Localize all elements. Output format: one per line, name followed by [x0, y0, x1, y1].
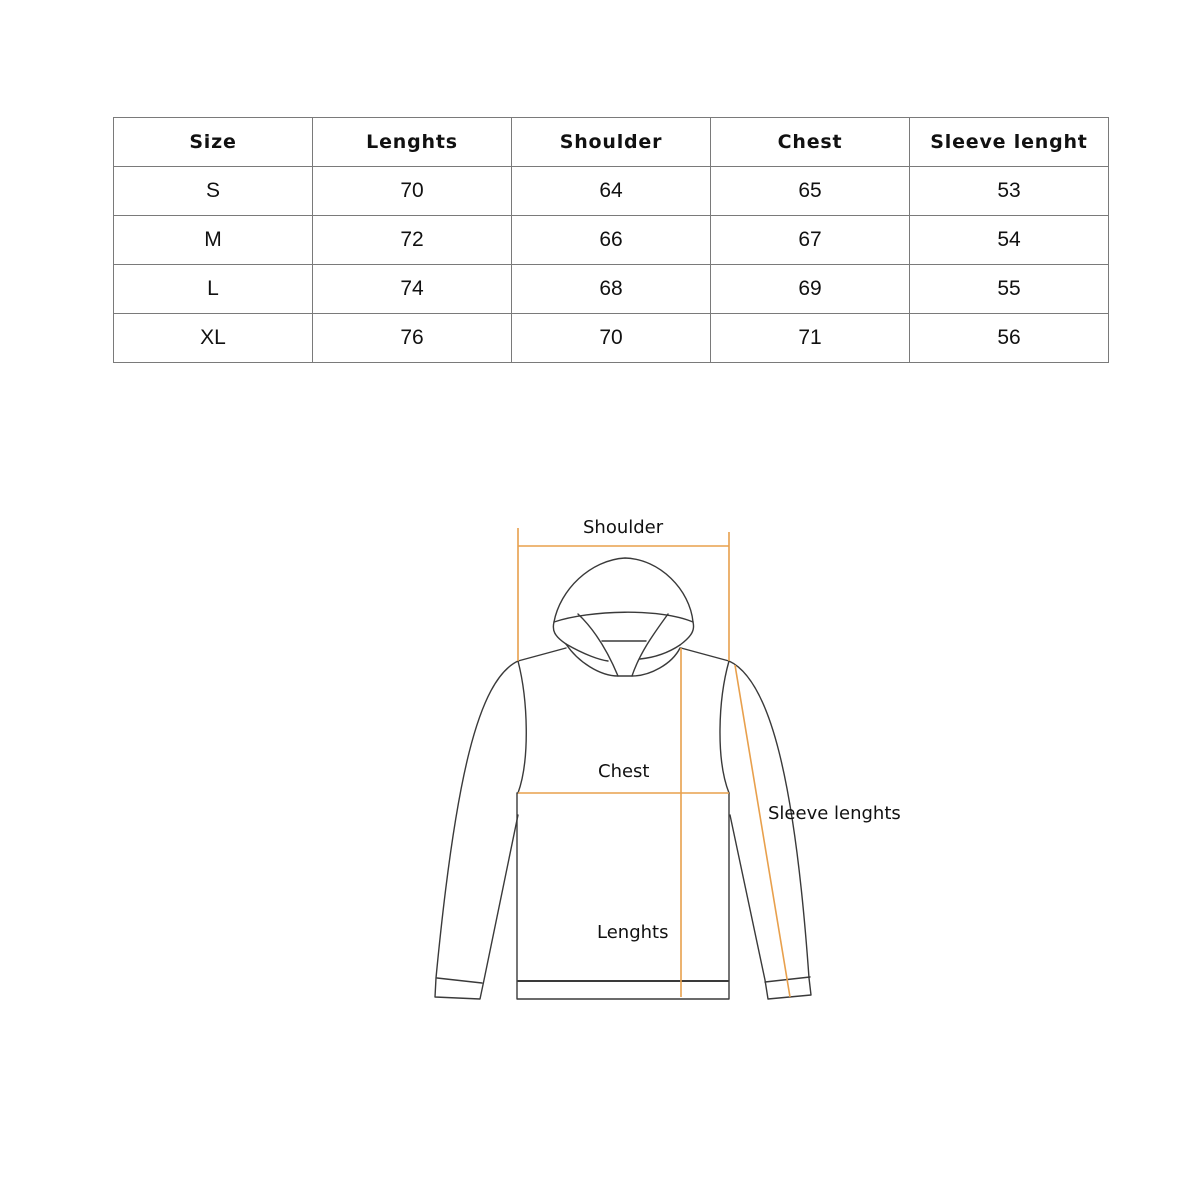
cell-size: S	[114, 167, 313, 216]
cell-chest: 71	[711, 314, 910, 363]
length-label: Lenghts	[597, 922, 669, 943]
header-chest: Chest	[711, 118, 910, 167]
header-size: Size	[114, 118, 313, 167]
cell-sleeve-length: 55	[910, 265, 1109, 314]
header-sleeve-length: Sleeve lenght	[910, 118, 1109, 167]
shoulder-label: Shoulder	[583, 517, 664, 538]
cell-chest: 65	[711, 167, 910, 216]
cell-chest: 69	[711, 265, 910, 314]
cell-sleeve-length: 53	[910, 167, 1109, 216]
cell-sleeve-length: 54	[910, 216, 1109, 265]
chest-label: Chest	[598, 761, 650, 782]
cell-lengths: 70	[313, 167, 512, 216]
cell-size: XL	[114, 314, 313, 363]
cell-chest: 67	[711, 216, 910, 265]
cell-shoulder: 68	[512, 265, 711, 314]
cell-lengths: 72	[313, 216, 512, 265]
cell-size: L	[114, 265, 313, 314]
cell-shoulder: 64	[512, 167, 711, 216]
cell-size: M	[114, 216, 313, 265]
cell-sleeve-length: 56	[910, 314, 1109, 363]
header-lengths: Lenghts	[313, 118, 512, 167]
header-shoulder: Shoulder	[512, 118, 711, 167]
cell-lengths: 74	[313, 265, 512, 314]
sleeve-length-label: Sleeve lenghts	[768, 803, 901, 824]
cell-lengths: 76	[313, 314, 512, 363]
sleeve-measure-line	[735, 665, 790, 997]
cell-shoulder: 66	[512, 216, 711, 265]
cell-shoulder: 70	[512, 314, 711, 363]
